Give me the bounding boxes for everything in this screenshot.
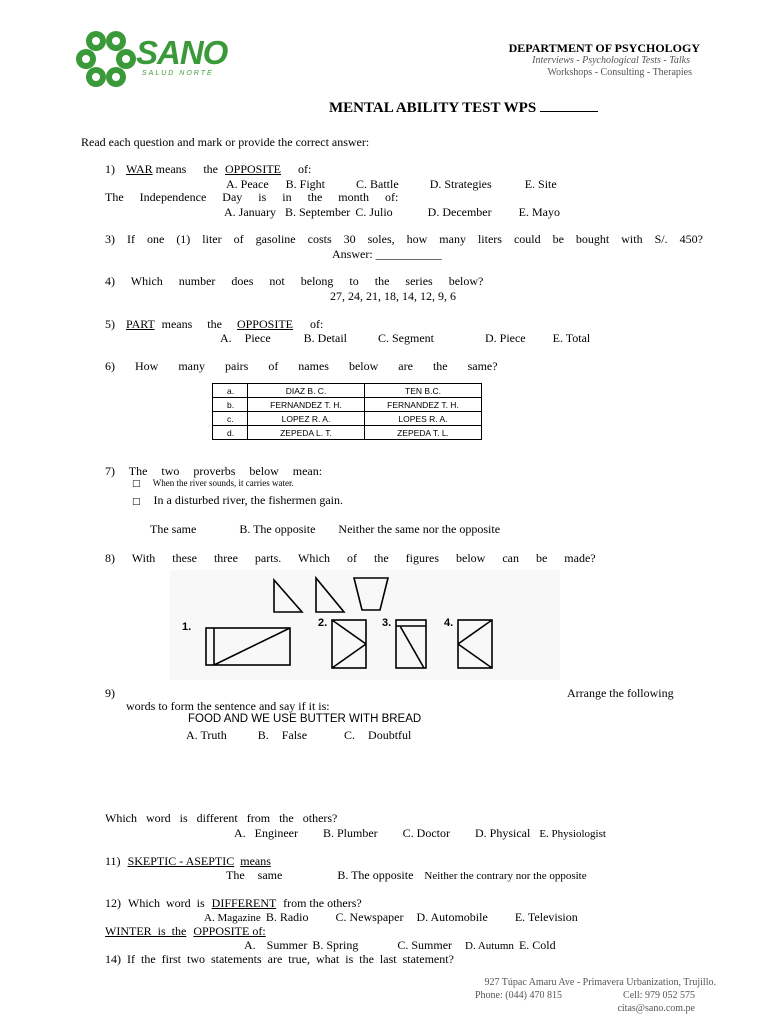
q5-means: means the xyxy=(161,317,222,331)
q1-option-c[interactable]: C. Battle xyxy=(356,177,399,191)
table-row xyxy=(213,398,482,412)
q10-option-c[interactable]: C. Doctor xyxy=(402,826,450,840)
q13-option-b[interactable]: B. Spring xyxy=(312,938,359,952)
q5-opposite: OPPOSITE xyxy=(236,317,293,331)
q5-option-d[interactable]: D. Piece xyxy=(484,331,526,345)
name-b: LOPES R. A. xyxy=(365,412,482,426)
q5-option-c[interactable]: C. Segment xyxy=(377,331,434,345)
figure-label: 1. xyxy=(182,621,192,633)
table-row xyxy=(213,426,482,440)
q5-option-a[interactable]: A. Piece xyxy=(220,331,271,345)
question-8: 8) With these three parts. Which of the figures below can be made? xyxy=(105,551,596,565)
q1-option-e[interactable]: E. Site xyxy=(524,177,557,191)
row-letter: c. xyxy=(213,412,248,426)
q5-of: of: xyxy=(309,317,324,331)
q10-option-a[interactable]: A. Engineer xyxy=(234,826,298,840)
q5-option-e[interactable]: E. Total xyxy=(552,331,591,345)
proverb-1 xyxy=(132,478,294,489)
q11-option-c[interactable]: Neither the contrary nor the opposite xyxy=(424,870,587,882)
q2-option-a[interactable]: A. January xyxy=(224,205,276,219)
clover-logo-icon xyxy=(74,28,144,90)
q12-different: DIFFERENT xyxy=(211,896,277,910)
logo xyxy=(74,28,234,90)
q1-of: of: xyxy=(298,162,312,176)
q7-option-a[interactable]: The same xyxy=(150,522,197,536)
q4-series: 27, 24, 21, 18, 14, 12, 9, 6 xyxy=(330,289,456,303)
q11-option-b[interactable]: B. The opposite xyxy=(337,868,414,882)
q9-number: 9) xyxy=(105,686,115,700)
footer-address: 927 Túpac Amaru Ave - Primavera Urbanization, Trujillo. xyxy=(484,977,716,988)
q2-option-c[interactable]: C. Julio xyxy=(355,205,393,219)
name-a: LOPEZ R. A. xyxy=(248,412,365,426)
q5-word: PART xyxy=(126,317,155,331)
row-letter: d. xyxy=(213,426,248,440)
q9-option-a[interactable]: A. Truth xyxy=(186,728,227,742)
q11-words: SKEPTIC - ASEPTIC xyxy=(127,854,235,868)
proverb-1-text: When the river sounds, it carries water. xyxy=(152,478,294,488)
question-3: 3) If one (1) liter of gasoline costs 30 soles, how many liters could be bought with S/. 450? xyxy=(105,232,703,246)
figure-label: 2. xyxy=(318,617,328,629)
title-text: MENTAL ABILITY TEST WPS xyxy=(329,100,537,116)
q12-number: 12) xyxy=(105,896,121,910)
checkbox-icon[interactable]: □ xyxy=(132,497,141,507)
name-a: ZEPEDA L. T. xyxy=(248,426,365,440)
q2-option-d[interactable]: D. December xyxy=(427,205,492,219)
row-letter: a. xyxy=(213,384,248,398)
q12-option-c[interactable]: C. Newspaper xyxy=(335,910,404,924)
q12-option-a[interactable]: A. Magazine xyxy=(204,912,261,924)
q9-continuation: words to form the sentence and say if it is: xyxy=(126,699,330,713)
footer-cell: Cell: 979 052 575 xyxy=(623,990,695,1001)
footer-phone: Phone: (044) 470 815 xyxy=(475,990,562,1001)
proverb-2-text: In a disturbed river, the fishermen gain. xyxy=(153,493,343,507)
question-10: Which word is different from the others? xyxy=(105,811,338,825)
name-b: FERNANDEZ T. H. xyxy=(365,398,482,412)
q1-number: 1) xyxy=(105,162,115,176)
q5-option-b[interactable]: B. Detail xyxy=(303,331,347,345)
figures-diagram xyxy=(170,570,560,680)
q3-answer[interactable]: Answer: ___________ xyxy=(332,247,442,261)
q12-options xyxy=(204,910,578,925)
q13-option-d[interactable]: D. Autumn xyxy=(465,940,514,952)
q12-option-e[interactable]: E. Television xyxy=(514,910,578,924)
q1-option-d[interactable]: D. Strategies xyxy=(429,177,492,191)
page-title xyxy=(329,100,598,117)
q1-opposite: OPPOSITE xyxy=(225,162,282,176)
q11-number: 11) xyxy=(105,854,121,868)
q1-option-b[interactable]: B. Fight xyxy=(285,177,326,191)
question-13 xyxy=(105,924,266,939)
q11-options xyxy=(226,868,587,883)
q11-means: means xyxy=(240,854,271,868)
q9-options xyxy=(186,728,411,743)
q5-options xyxy=(220,331,590,346)
names-table xyxy=(212,383,482,440)
row-letter: b. xyxy=(213,398,248,412)
q7-option-c[interactable]: Neither the same nor the opposite xyxy=(338,522,501,536)
q12-option-d[interactable]: D. Automobile xyxy=(416,910,488,924)
proverb-2 xyxy=(132,493,343,508)
name-b: TEN B.C. xyxy=(365,384,482,398)
question-2: The Independence Day is in the month of: xyxy=(105,190,399,204)
q10-options xyxy=(234,826,606,841)
question-1 xyxy=(105,162,325,177)
q1-option-a[interactable]: A. Peace xyxy=(226,177,269,191)
name-a: FERNANDEZ T. H. xyxy=(248,398,365,412)
q2-option-b[interactable]: B. September xyxy=(284,205,351,219)
q1-word: WAR xyxy=(126,162,153,176)
checkbox-icon[interactable]: □ xyxy=(132,479,141,489)
question-5 xyxy=(105,317,323,332)
q13-options xyxy=(244,938,556,953)
q9-sentence: FOOD AND WE USE BUTTER WITH BREAD xyxy=(188,713,422,725)
q7-options xyxy=(150,522,500,537)
q10-option-b[interactable]: B. Plumber xyxy=(322,826,378,840)
question-11 xyxy=(105,854,271,869)
q1-means: means the xyxy=(155,162,218,176)
q5-number: 5) xyxy=(105,317,115,331)
name-a: DIAZ B. C. xyxy=(248,384,365,398)
logo-name: SANO xyxy=(136,34,228,71)
q13-option-e[interactable]: E. Cold xyxy=(518,938,556,952)
question-12 xyxy=(105,896,362,911)
table-row xyxy=(213,384,482,398)
title-underline xyxy=(540,111,598,112)
figures-background xyxy=(170,570,560,680)
q9-right-text: Arrange the following xyxy=(567,686,674,700)
figure-label: 4. xyxy=(444,617,454,629)
q12-option-b[interactable]: B. Radio xyxy=(265,910,309,924)
table-row xyxy=(213,412,482,426)
question-7: 7) The two proverbs below mean: xyxy=(105,464,323,478)
instructions: Read each question and mark or provide the correct answer: xyxy=(81,135,370,149)
q2-option-e[interactable]: E. Mayo xyxy=(518,205,560,219)
q9-option-c[interactable]: C. Doubtful xyxy=(344,728,412,742)
q9-option-b[interactable]: B. False xyxy=(257,728,308,742)
q11-option-a[interactable]: The same xyxy=(226,868,283,882)
q13-option-a[interactable]: A. Summer xyxy=(244,938,308,952)
q10-option-d[interactable]: D. Physical xyxy=(474,826,531,840)
q13-opposite: OPPOSITE of: xyxy=(193,924,266,938)
question-4: 4) Which number does not belong to the series below? xyxy=(105,274,484,288)
question-14: 14) If the first two statements are true, what is the last statement? xyxy=(105,952,454,966)
q13-option-c[interactable]: C. Summer xyxy=(397,938,453,952)
q12-post: from the others? xyxy=(283,896,362,910)
name-b: ZEPEDA T. L. xyxy=(365,426,482,440)
services-line-2: Workshops - Consulting - Therapies xyxy=(547,67,692,78)
footer-email[interactable]: citas@sano.com.pe xyxy=(617,1003,695,1014)
department-title: DEPARTMENT OF PSYCHOLOGY xyxy=(508,41,700,55)
q12-pre: Which word is xyxy=(128,896,205,910)
q2-options xyxy=(224,205,560,220)
q13-pre: WINTER is the xyxy=(105,924,187,938)
question-6: 6) How many pairs of names below are the same? xyxy=(105,359,498,373)
q7-option-b[interactable]: B. The opposite xyxy=(239,522,316,536)
figure-label: 3. xyxy=(382,617,392,629)
q10-option-e[interactable]: E. Physiologist xyxy=(539,828,606,840)
logo-subtitle: SALUD NORTE xyxy=(142,70,214,77)
services-line-1: Interviews - Psychological Tests - Talks xyxy=(532,55,690,66)
